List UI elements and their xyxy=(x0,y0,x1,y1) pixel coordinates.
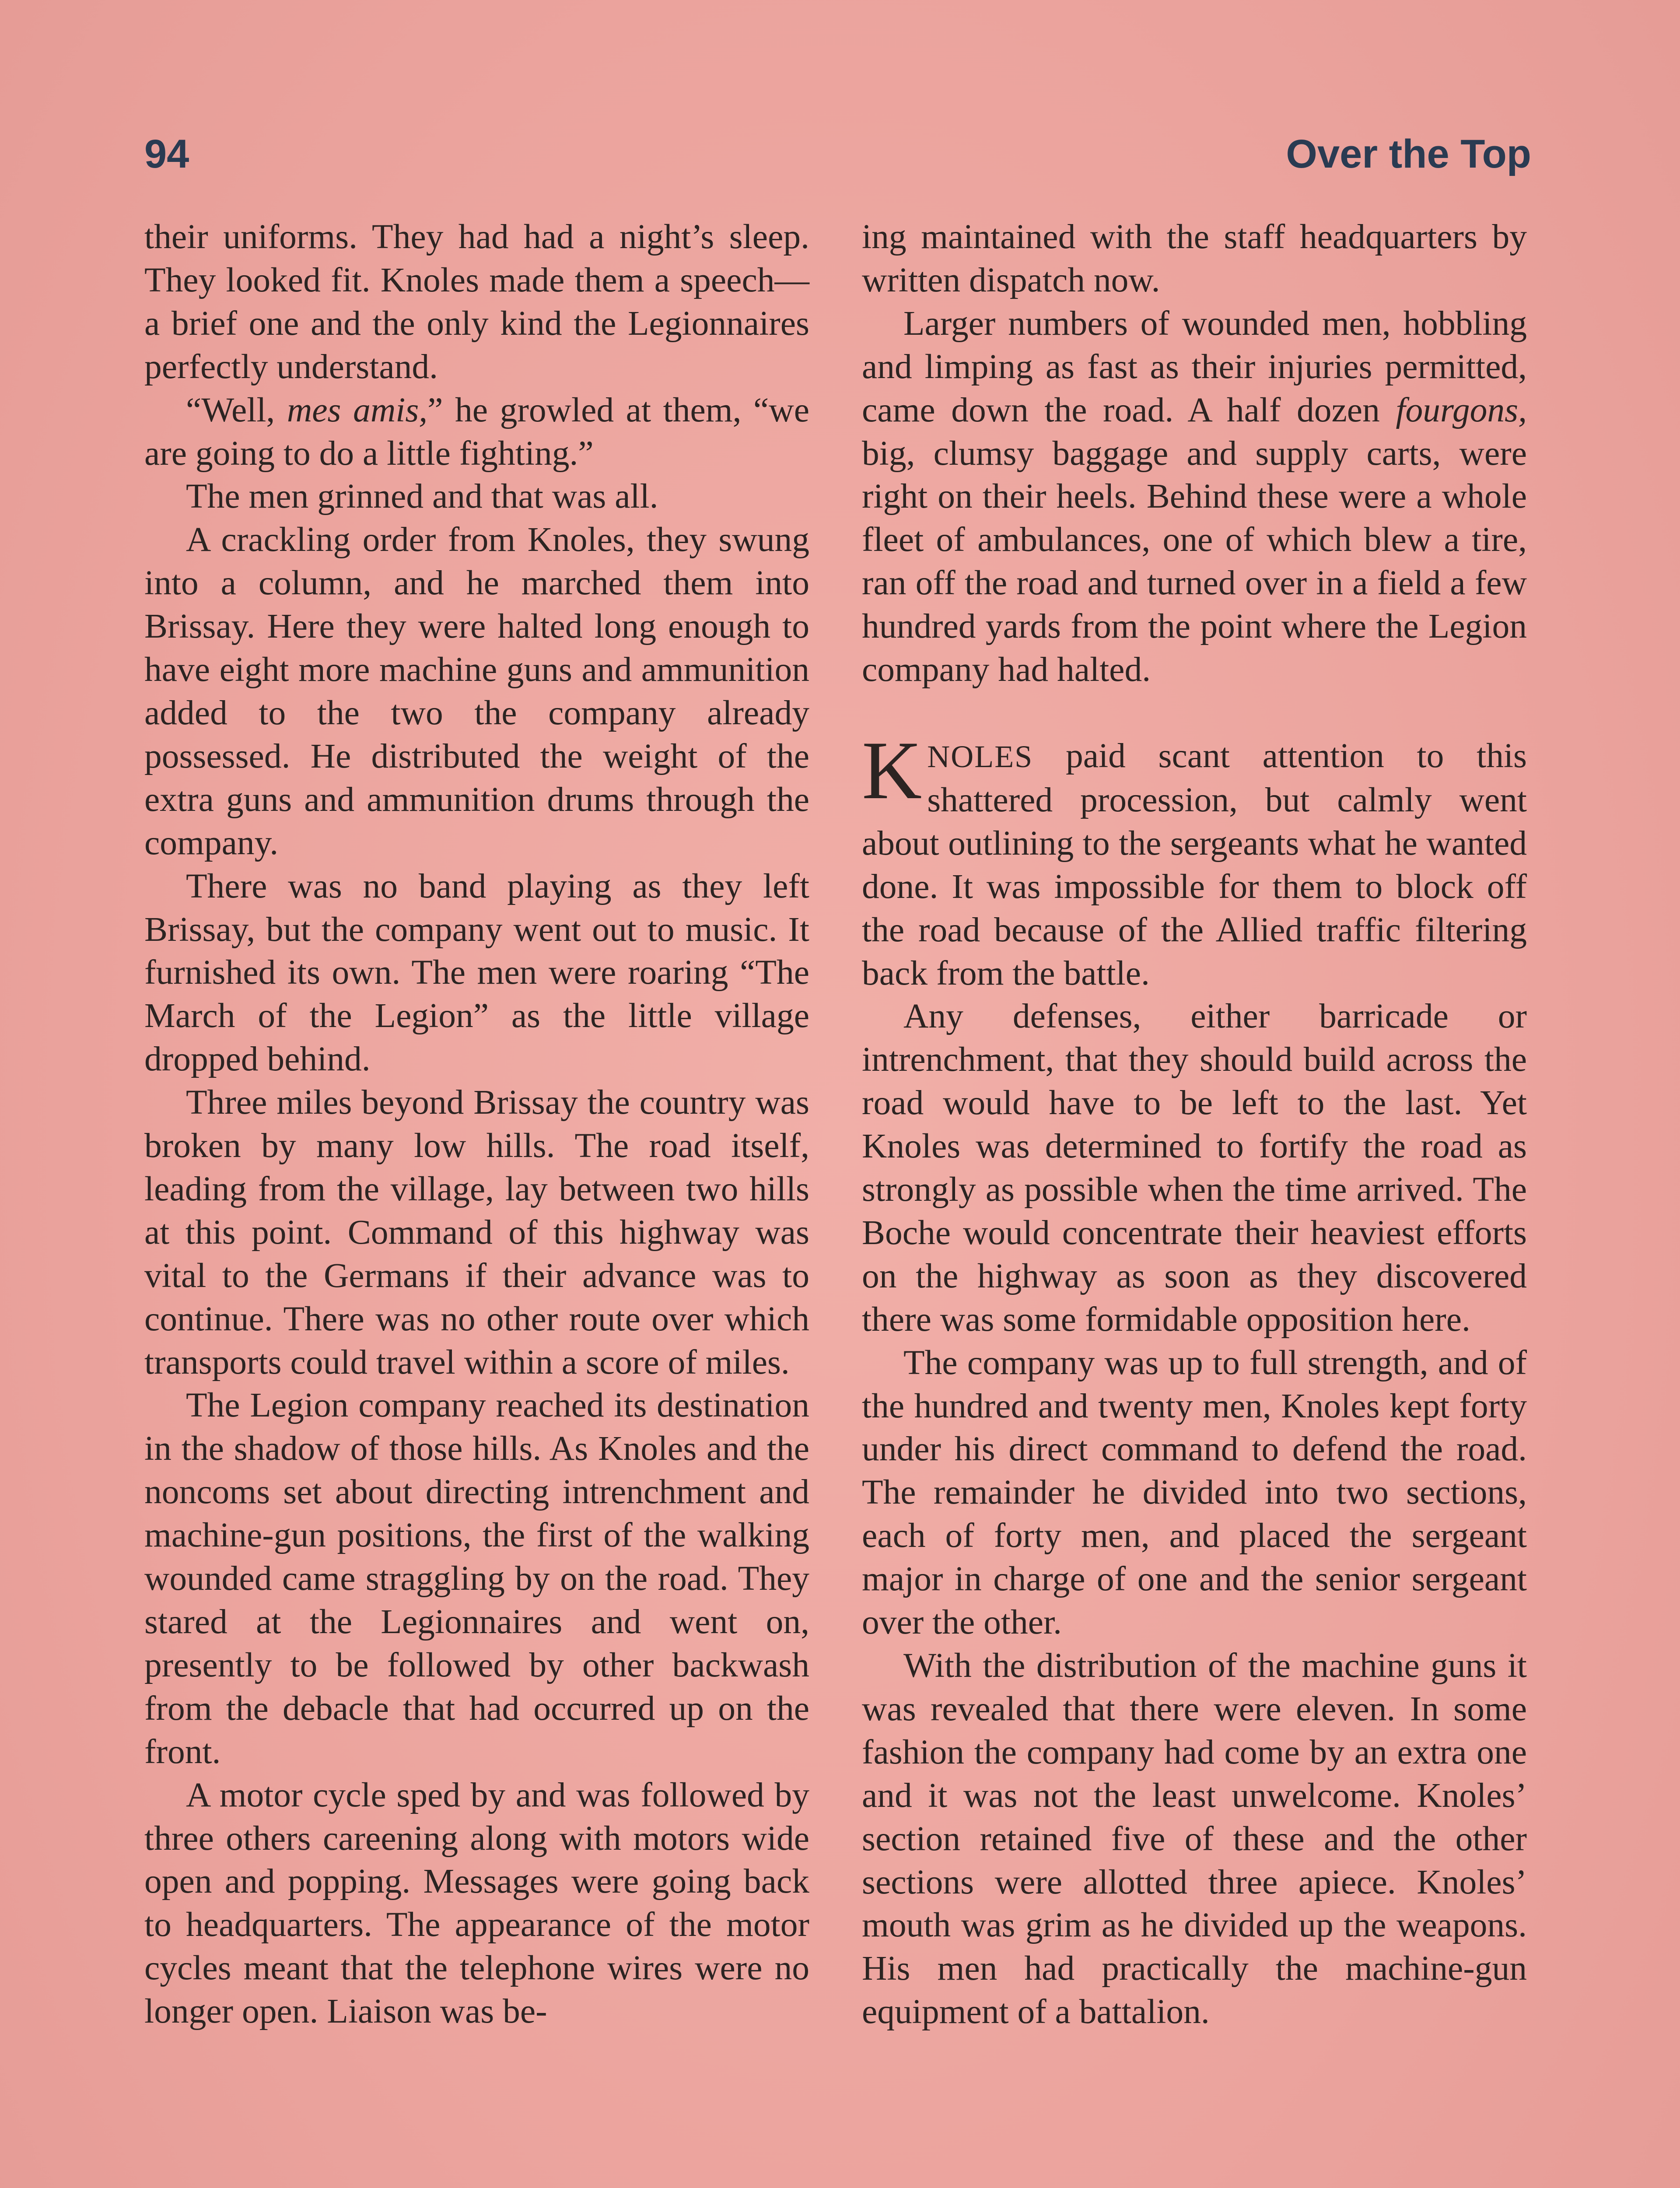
page-number: 94 xyxy=(144,132,189,176)
paragraph-text: paid scant attention to this shattered procession, but calmly went about outlining to the sergeants what he wanted done. It was impossible for them to block off the road because of the Allied traffic filtering back from the battle. xyxy=(862,736,1527,992)
drop-cap: K xyxy=(862,724,922,817)
running-title: Over the Top xyxy=(1286,132,1531,176)
text-column-right xyxy=(862,215,1527,2034)
paragraph: A crackling order from Knoles, they swung into a column, and he marched them into Brissay. Here they were halted long enough to have eight more machine guns and ammunition added to the two the company already possessed. He distributed the weight of the extra guns and ammunition drums through the company. xyxy=(144,520,809,862)
paragraph: Three miles beyond Brissay the country was broken by many low hills. The road itself, leading from the village, lay between two hills at this point. Command of this highway was vital to the Germans if their advance was to continue. There was no other route over which transports could travel within a score of miles. xyxy=(144,1083,809,1382)
text-column-left xyxy=(144,215,809,2033)
paragraph: There was no band playing as they left Brissay, but the company went out to music. It furnished its own. The men were roaring “The March of the Legion” as the little village dropped behind. xyxy=(144,866,809,1079)
paragraph: The Legion company reached its destination in the shadow of those hills. As Knoles and the noncoms set about directing intrenchment and machine-gun positions, the first of the walking wounded came straggling by on the road. They stared at the Legionnaires and went on, presently to be followed by other backwash from the debacle that had occurred up on the front. xyxy=(144,1386,809,1771)
italic-phrase: mes amis, xyxy=(287,390,428,429)
smallcaps-word: NOLES xyxy=(927,739,1033,774)
paragraph: The men grinned and that was all. xyxy=(186,477,658,516)
paragraph: their uniforms. They had had a night’s sleep. They looked fit. Knoles made them a speech—a brief one and the only kind the Legionnaires perfectly understand. xyxy=(144,217,809,386)
paragraph: The company was up to full strength, and of the hundred and twenty men, Knoles kept forty under his direct command to defend the road. The remainder he divided into two sections, each of forty men, and placed the sergeant major in charge of one and the senior sergeant over the other. xyxy=(862,1343,1527,1642)
paragraph xyxy=(144,389,809,475)
quote-open: “Well, xyxy=(186,390,287,429)
paragraph: Larger numbers of wounded men, hobbling and limping as fast as their injuries permitted, came down the road. A half dozen fourgons, big, clumsy baggage and supply carts, were right on their heels. Behind these were a whole fleet of ambulances, one of which blew a tire, ran off the road and turned over in a field a few hundred yards from the point where the Legion company had halted. xyxy=(862,304,1527,689)
section-opening-paragraph xyxy=(862,724,1527,995)
paragraph: ing maintained with the staff headquarters by written dispatch now. xyxy=(862,217,1527,299)
italic-word: fourgons, xyxy=(1396,390,1527,429)
quote-rest: ” he growled at them, “we are going to do a little fighting.” xyxy=(144,390,810,473)
paragraph: With the distribution of the machine guns it was revealed that there were eleven. In some fashion the company had come by an extra one and it was not the least unwelcome. Knoles’ section retained five of these and the other sections were allotted three apiece. Knoles’ mouth was grim as he divided up the weapons. His men had practically the machine-gun equipment of a battalion. xyxy=(862,1646,1527,2031)
paragraph: Any defenses, either barricade or intrenchment, that they should build across the road would have to be left to the last. Yet Knoles was determined to fortify the road as strongly as possible when the time arrived. The Boche would concentrate their heaviest efforts on the highway as soon as they discovered there was some formidable opposition here. xyxy=(862,997,1527,1339)
page-header xyxy=(144,131,1531,188)
paragraph: A motor cycle sped by and was followed by three others careening along with motors wide open and popping. Messages were going back to headquarters. The appearance of the motor cycles meant that the telephone wires were no longer open. Liaison was be- xyxy=(144,1775,809,2031)
